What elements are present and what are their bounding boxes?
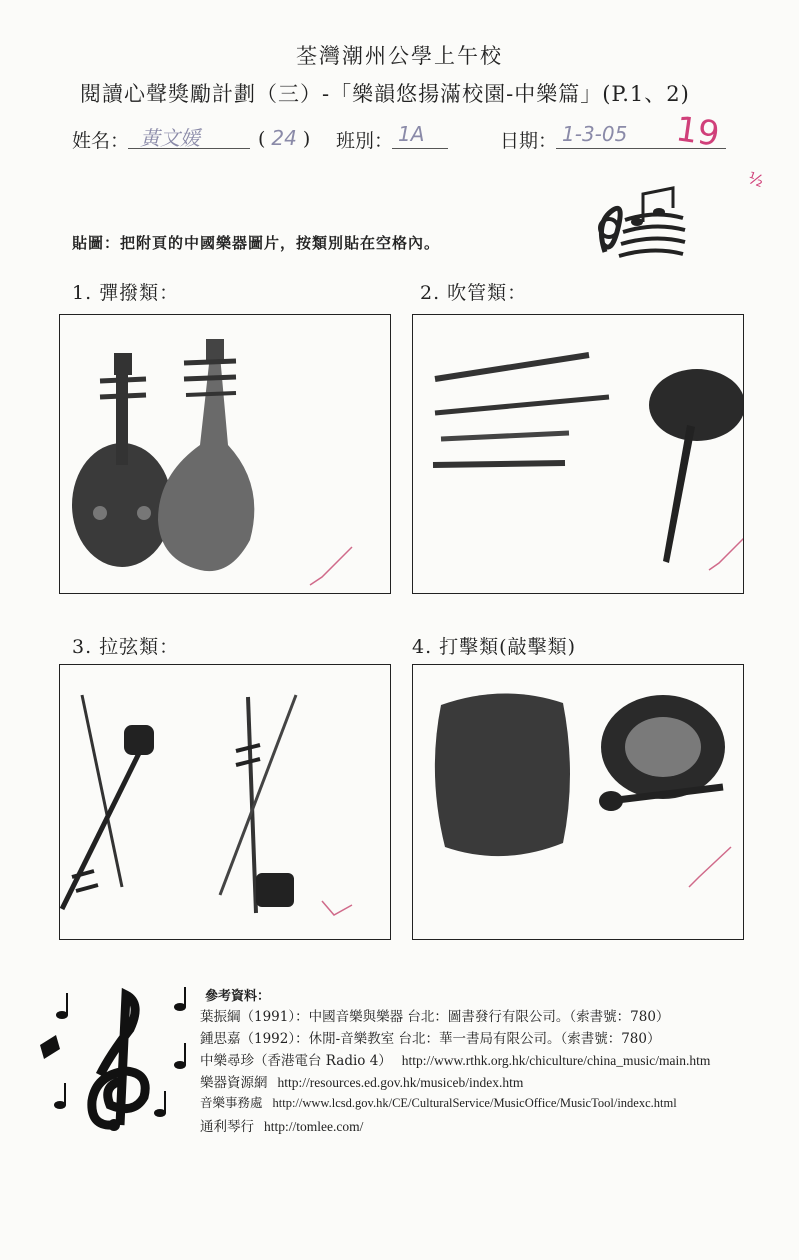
category-percussion-label: 4. 打擊類(敲擊類) — [412, 636, 576, 658]
student-number: ( 24 ) — [258, 126, 311, 150]
date-value: 1-3-05 — [562, 122, 628, 146]
category-bowed-label: 3. 拉弦類： — [72, 636, 180, 658]
erhu-banhu-icon — [60, 665, 390, 939]
name-field — [128, 122, 250, 149]
reference-item: 鍾思嘉（1992）：休閒-音樂教室 台北：華一書局有限公司。（索書號：780） — [200, 1031, 661, 1047]
percussion-instruments-box — [412, 664, 744, 940]
reference-item: 樂器資源網 http://resources.ed.gov.hk/musiceb/index.htm — [200, 1075, 524, 1091]
reference-link[interactable]: http://www.lcsd.gov.hk/CE/CulturalService/MusicOffice/MusicTool/indexc.html — [272, 1096, 677, 1110]
grade-note: ½ — [745, 167, 767, 192]
name-value: 黃文媛 — [140, 126, 200, 150]
class-field — [392, 122, 448, 149]
class-label: 班別： — [336, 130, 394, 152]
reference-item: 通利琴行 http://tomlee.com/ — [200, 1119, 364, 1135]
bowed-instruments-box — [59, 664, 391, 940]
pipa-liuqin-icon — [60, 315, 390, 593]
date-label: 日期： — [500, 130, 558, 152]
reference-item: 葉振綱（1991）：中國音樂與樂器 台北：圖書發行有限公司。（索書號：780） — [200, 1009, 670, 1025]
class-value: 1A — [398, 122, 425, 146]
reference-link[interactable]: http://resources.ed.gov.hk/musiceb/index.htm — [277, 1075, 524, 1090]
reference-link[interactable]: http://www.rthk.org.hk/chiculture/china_music/main.htm — [401, 1053, 711, 1068]
music-notes-logo-icon — [585, 182, 695, 272]
plucked-instruments-box — [59, 314, 391, 594]
flutes-suona-icon — [413, 315, 743, 593]
drum-gong-icon — [413, 665, 743, 939]
wind-instruments-box — [412, 314, 744, 594]
number-value: 24 — [271, 126, 297, 150]
reference-link[interactable]: http://tomlee.com/ — [264, 1119, 364, 1134]
name-label: 姓名： — [72, 130, 130, 152]
reference-item: 中樂尋珍（香港電台 Radio 4） http://www.rthk.org.hk/chiculture/china_music/main.htm — [200, 1053, 711, 1069]
category-wind-label: 2. 吹管類： — [420, 282, 528, 304]
references-heading: 參考資料： — [205, 989, 271, 1004]
treble-clef-notes-icon — [30, 985, 195, 1135]
grade-score: 19 — [673, 109, 722, 155]
category-plucked-label: 1. 彈撥類： — [72, 282, 180, 304]
school-name: 荃灣潮州公學上午校 — [296, 44, 503, 68]
instruction-text: 貼圖：把附頁的中國樂器圖片，按類別貼在空格內。 — [72, 234, 441, 252]
worksheet-title: 閱讀心聲獎勵計劃（三）-「樂韻悠揚滿校園-中樂篇」(P.1、2) — [80, 82, 690, 106]
reference-item: 音樂事務處 http://www.lcsd.gov.hk/CE/CulturalService/MusicOffice/MusicTool/indexc.html — [200, 1095, 677, 1110]
